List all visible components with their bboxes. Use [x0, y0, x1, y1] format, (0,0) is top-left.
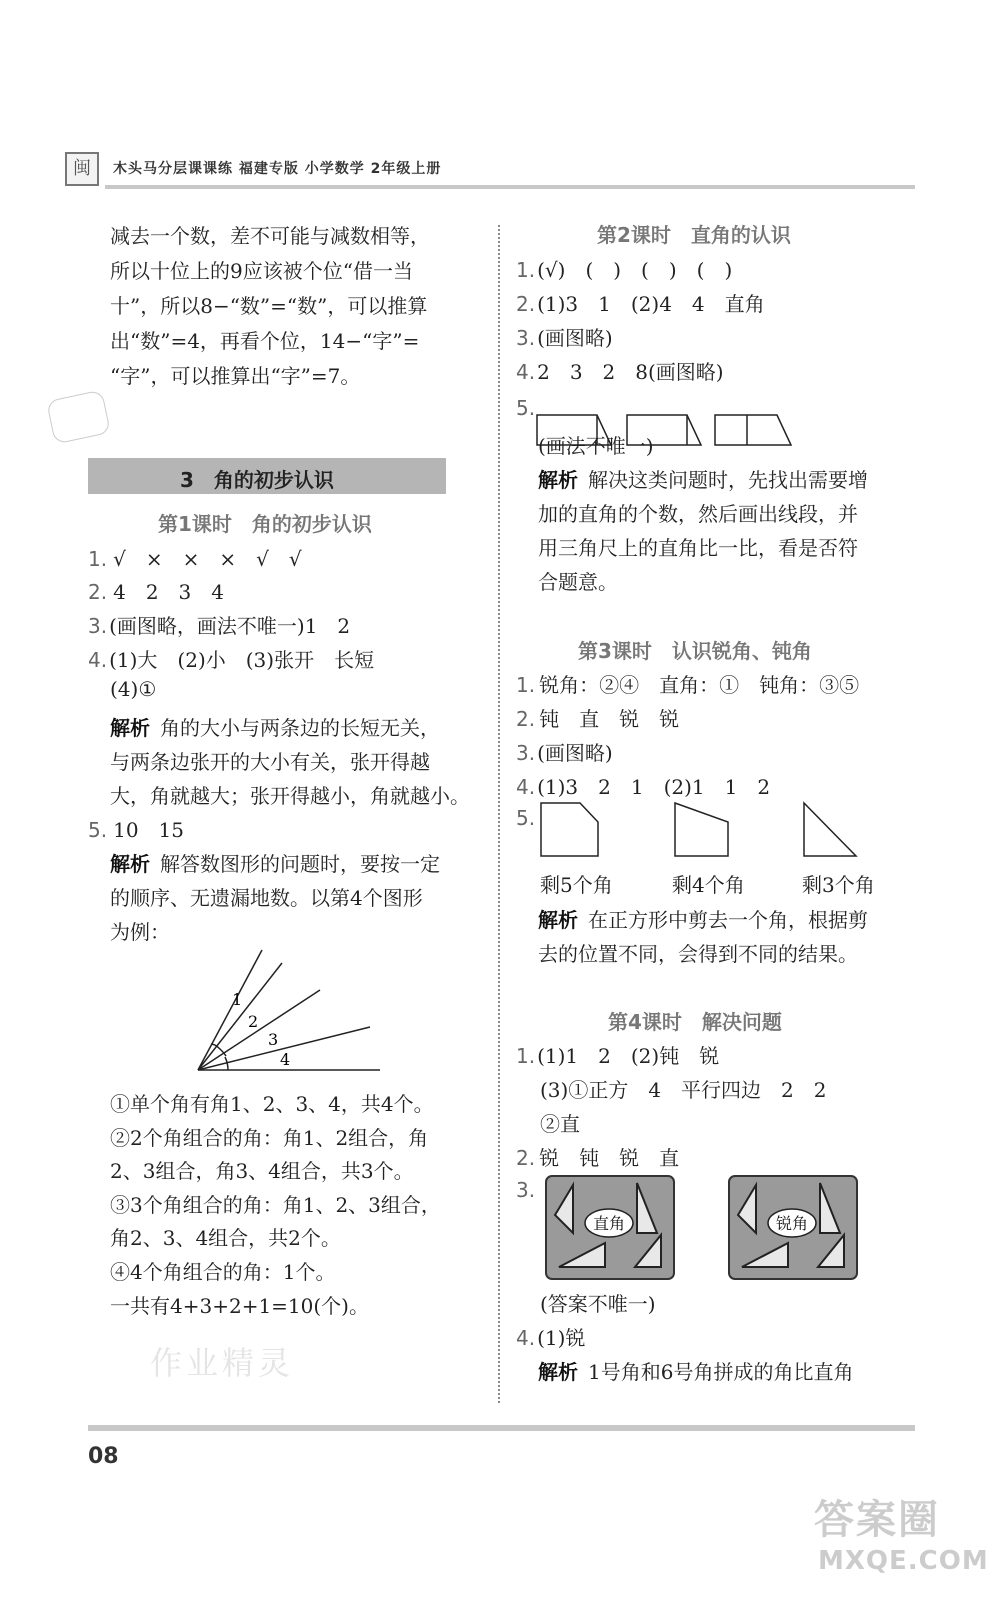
- lesson-title-3: 第3课时 认识锐角、钝角: [578, 639, 812, 663]
- analysis-line: 合题意。: [538, 570, 618, 594]
- item-number: 1.: [516, 673, 536, 697]
- intro-line: 十”，所以8−“数”=“数”，可以推算: [110, 294, 428, 318]
- logo-text: 答案圈: [814, 1497, 940, 1543]
- item-number: 3.: [516, 741, 536, 765]
- item-number: 4.: [516, 360, 536, 384]
- region-logo: 闽: [65, 152, 99, 186]
- intro-line: 所以十位上的9应该被个位“借一当: [110, 259, 413, 283]
- analysis-line: 的顺序、无遗漏地数。以第4个图形: [110, 886, 423, 910]
- analysis-label: 解析: [538, 1360, 578, 1384]
- item-number: 5.: [516, 806, 536, 830]
- analysis-line: 大，角就越大；张开得越小，角就越小。: [110, 784, 470, 808]
- item-text: (画图略): [537, 326, 613, 350]
- answer-item-cont: (3)①正方 4 平行四边 2 2: [540, 1078, 827, 1102]
- book-title: 木头马分层课课练 福建专版 小学数学 2年级上册: [113, 161, 442, 177]
- item-text: (√) ( ) ( ) ( ): [537, 258, 733, 282]
- lesson-title-4: 第4课时 解决问题: [608, 1010, 782, 1034]
- box-label-right-angle: 直角: [592, 1214, 626, 1233]
- watermark-text: 作业精灵: [150, 1344, 295, 1382]
- item-text: 10 15: [113, 818, 184, 842]
- summary-line: ②2个角组合的角：角1、2组合，角: [110, 1126, 429, 1150]
- analysis-label: 解析: [110, 852, 150, 876]
- lesson-title-1: 第1课时 角的初步认识: [158, 512, 372, 536]
- analysis-text: 解决这类问题时，先找出需要增: [588, 468, 868, 492]
- caption: 剩4个角: [672, 873, 745, 897]
- intro-line: 出“数”=4，再看个位，14−“字”=: [110, 329, 420, 353]
- answer-item-cont: ②直: [540, 1112, 580, 1136]
- analysis-text: 1号角和6号角拼成的角比直角: [588, 1360, 854, 1384]
- caption: 剩5个角: [540, 873, 613, 897]
- set-square-box-right: [545, 1175, 675, 1280]
- item-number: 2.: [516, 707, 536, 731]
- item-text: (1)锐: [537, 1326, 586, 1350]
- site-watermark-logo: [808, 1488, 989, 1588]
- analysis-line: [538, 1356, 853, 1385]
- section-title: 3 角的初步认识: [180, 468, 334, 492]
- item-text: 2 3 2 8(画图略): [537, 360, 724, 384]
- logo-url: MXQE.COM: [818, 1546, 989, 1576]
- analysis-label: 解析: [110, 716, 150, 740]
- item-number: 5.: [516, 396, 536, 420]
- angle-label: 1: [232, 990, 243, 1009]
- item-number: 3.: [88, 614, 108, 638]
- analysis-line: 与两条边张开的大小有关，张开得越: [110, 750, 430, 774]
- angle-label: 2: [248, 1012, 259, 1031]
- summary-line: ③3个角组合的角：角1、2、3组合，: [110, 1193, 441, 1217]
- answer-item-cont: (4)①: [110, 677, 157, 701]
- item-number: 1.: [88, 547, 108, 571]
- footer-rule: [88, 1425, 915, 1431]
- analysis-label: 解析: [538, 468, 578, 492]
- item-text: 钝 直 锐 锐: [539, 707, 680, 731]
- summary-line: ④4个角组合的角：1个。: [110, 1260, 336, 1284]
- analysis-text: 角的大小与两条边的长短无关，: [160, 716, 440, 740]
- item-text: (画图略): [537, 741, 613, 765]
- item-text: (画图略，画法不唯一)1 2: [109, 614, 351, 638]
- analysis-line: 用三角尺上的直角比一比，看是否符: [538, 536, 858, 560]
- analysis-line: 加的直角的个数，然后画出线段，并: [538, 502, 858, 526]
- summary-line: 2、3组合，角3、4组合，共3个。: [110, 1159, 414, 1183]
- item-number: 4.: [516, 1326, 536, 1350]
- answer-item: [516, 1322, 585, 1351]
- item-number: 2.: [516, 1146, 536, 1170]
- item-number: 3.: [516, 326, 536, 350]
- caption: 剩3个角: [802, 873, 875, 897]
- item-number: 4.: [88, 648, 108, 672]
- analysis-line: 去的位置不同，会得到不同的结果。: [538, 942, 858, 966]
- item-number: 4.: [516, 775, 536, 799]
- analysis-text: 解答数图形的问题时，要按一定: [160, 852, 440, 876]
- analysis-text: 在正方形中剪去一个角，根据剪: [588, 908, 868, 932]
- analysis-line: 为例：: [110, 920, 170, 944]
- summary-line: 角2、3、4组合，共2个。: [110, 1226, 341, 1250]
- analysis-label: 解析: [538, 908, 578, 932]
- item-number: 2.: [516, 292, 536, 316]
- item-text: 锐 钝 锐 直: [539, 1146, 680, 1170]
- answer-item: [516, 1142, 679, 1171]
- summary-line: 一共有4+3+2+1=10(个)。: [110, 1294, 369, 1318]
- note: (画法不唯一): [538, 434, 654, 458]
- box-label-acute-angle: 锐角: [775, 1214, 809, 1233]
- angle-label: 3: [268, 1030, 279, 1049]
- answer-item: [516, 1040, 719, 1069]
- angle-label: 4: [280, 1050, 291, 1069]
- item-number: 2.: [88, 580, 108, 604]
- item-text: 4 2 3 4: [113, 580, 224, 604]
- item-text: (1)3 2 1 (2)1 1 2: [537, 775, 771, 799]
- item-number: 5.: [88, 818, 108, 842]
- intro-line: 减去一个数，差不可能与减数相等，: [110, 224, 430, 248]
- item-number: 1.: [516, 1044, 536, 1068]
- item-number: 1.: [516, 258, 536, 282]
- item-text: √ × × × √ √: [113, 547, 302, 571]
- intro-line: “字”，可以推算出“字”=7。: [110, 364, 361, 388]
- page-number: 08: [88, 1444, 119, 1469]
- set-square-box-acute: [728, 1175, 858, 1280]
- lesson-title-2: 第2课时 直角的认识: [597, 223, 791, 247]
- item-number: 3.: [516, 1178, 536, 1202]
- item-text: (1)3 1 (2)4 4 直角: [537, 292, 765, 316]
- item-text: (1)大 (2)小 (3)张开 长短: [109, 648, 375, 672]
- item-text: 锐角：②④ 直角：① 钝角：③⑤: [539, 673, 860, 697]
- item-text: (1)1 2 (2)钝 锐: [537, 1044, 720, 1068]
- note: (答案不唯一): [540, 1292, 656, 1316]
- summary-line: ①单个角有角1、2、3、4，共4个。: [110, 1092, 434, 1116]
